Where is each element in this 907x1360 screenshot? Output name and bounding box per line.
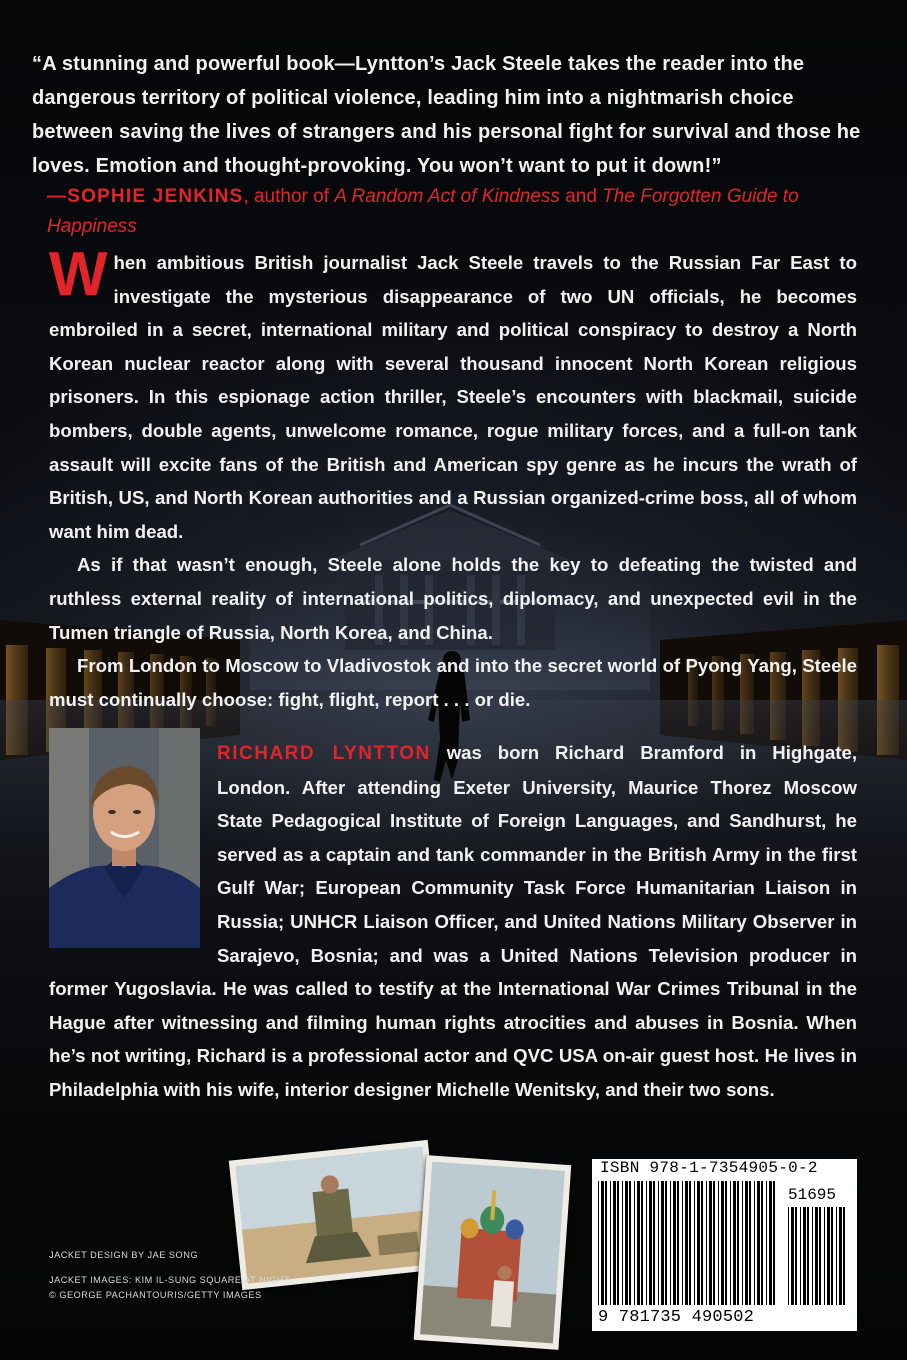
barcode-bar [824, 1207, 825, 1305]
ean-digits: 9 781735 490502 [598, 1308, 755, 1327]
barcode-bar [617, 1181, 619, 1305]
barcode-bar [773, 1181, 775, 1305]
barcode-bar [694, 1181, 695, 1305]
barcode-bar [713, 1181, 715, 1305]
barcode-bar [725, 1181, 727, 1305]
barcode-bar [673, 1181, 676, 1305]
credit-design: JACKET DESIGN BY JAE SONG [49, 1250, 198, 1260]
barcode-bar [634, 1181, 635, 1305]
attribution-author-of: , author of [243, 186, 335, 207]
barcode-bar [800, 1207, 801, 1305]
barcode-bar [721, 1181, 724, 1305]
barcode-bar [718, 1181, 719, 1305]
barcode-bar [685, 1181, 688, 1305]
barcode-bar [737, 1181, 739, 1305]
credit-images-1: JACKET IMAGES: KIM IL-SUNG SQUARE AT NIGHT [49, 1275, 291, 1285]
quote-attribution [47, 182, 877, 242]
synopsis-paragraph-2: As if that wasn’t enough, Steele alone holds the key to defeating the twisted and ruthless external reality of international politics, diplomacy, and unexpected evil in the Tumen triangle of Russia, North Korea, and China. [49, 554, 857, 643]
attribution-dash: — [47, 186, 68, 207]
credit-images-2: © GEORGE PACHANTOURIS/GETTY IMAGES [49, 1290, 262, 1300]
synopsis [49, 240, 857, 716]
barcode-bar [791, 1207, 794, 1305]
barcode-bar [709, 1181, 712, 1305]
barcode-bar [831, 1207, 833, 1305]
barcode-bar [788, 1207, 789, 1305]
barcode-bar [757, 1181, 760, 1305]
barcode-bar [658, 1181, 659, 1305]
barcode-bar [754, 1181, 755, 1305]
barcode-bar [730, 1181, 731, 1305]
barcode-bar [749, 1181, 751, 1305]
synopsis-paragraph-1 [49, 240, 857, 548]
endorsement-quote [32, 47, 862, 183]
attribution-book-1: A Random Act of Kindness [334, 186, 560, 207]
barcode-bar [745, 1181, 748, 1305]
barcode-bar [670, 1181, 671, 1305]
barcode-bar [649, 1181, 652, 1305]
moscow-cathedral-photo [414, 1155, 572, 1350]
photo-spacer [49, 736, 217, 941]
synopsis-paragraph-3: From London to Moscow to Vladivostok and into the secret world of Pyong Yang, Steele must continually choose: fight, flight, report . . . or die. [49, 655, 857, 710]
barcode-bar [706, 1181, 707, 1305]
quote-text: “A stunning and powerful book—Lyntton’s Jack Steele takes the reader into the dangerous territory of political violence, leading him into a nightmarish choice between saving the lives of strangers and his personal fight for survival and those he loves. Emotion and thought-provoking. You won’t want to put it down!” [32, 53, 861, 177]
attribution-book-2: The Forgotten Guide to Happiness [47, 186, 799, 237]
barcode-bar [827, 1207, 830, 1305]
barcode-bar [610, 1181, 611, 1305]
barcode-bar [815, 1207, 818, 1305]
addon-bars [788, 1207, 850, 1307]
barcode-bar [641, 1181, 643, 1305]
barcode-bar [769, 1181, 772, 1305]
barcode-bar [843, 1207, 845, 1305]
barcode-bar [605, 1181, 607, 1305]
barcode-bar [697, 1181, 700, 1305]
barcode-bar [807, 1207, 809, 1305]
synopsis-p1-text: hen ambitious British journalist Jack Steele travels to the Russian Far East to investigate the mysterious disappearance of two UN officials, he becomes embroiled in a secret, international military and political conspiracy to destroy a North Korean nuclear reactor along with several thousand innocent North Korean religious prisoners. In this espionage action thriller, Steele’s encounters with blackmail, suicide bombers, double agents, unwelcome romance, rogue military forces, and a full-on tank assault will excite fans of the British and American spy genre as he incurs the wrath of British, US, and North Korean authorities and a Russian organized-crime boss, all of whom want him dead. [49, 252, 857, 542]
barcode-bar [625, 1181, 628, 1305]
barcode-bar [836, 1207, 837, 1305]
barcode-bar [653, 1181, 655, 1305]
barcode-bar [629, 1181, 631, 1305]
attribution-author: SOPHIE JENKINS [67, 186, 244, 207]
barcode-bar [665, 1181, 667, 1305]
isbn-label: ISBN 978-1-7354905-0-2 [600, 1159, 818, 1177]
barcode-bar [733, 1181, 736, 1305]
isbn-barcode [592, 1159, 857, 1331]
barcode-bar [812, 1207, 813, 1305]
ean-bars [598, 1181, 778, 1307]
barcode-bar [742, 1181, 743, 1305]
price-code: 51695 [788, 1186, 837, 1204]
barcode-bar [646, 1181, 647, 1305]
barcode-bar [795, 1207, 797, 1305]
barcode-bar [637, 1181, 640, 1305]
barcode-bar [819, 1207, 821, 1305]
barcode-bar [601, 1181, 604, 1305]
author-name: RICHARD LYNTTON [217, 743, 431, 764]
barcode-bar [766, 1181, 767, 1305]
barcode-bar [682, 1181, 683, 1305]
barcode-bar [689, 1181, 691, 1305]
attribution-and: and [559, 186, 603, 207]
barcode-bar [839, 1207, 842, 1305]
barcode-bar [661, 1181, 664, 1305]
barcode-bar [622, 1181, 623, 1305]
barcode-bar [613, 1181, 616, 1305]
barcode-bar [803, 1207, 806, 1305]
barcode-bar [677, 1181, 679, 1305]
jacket-credits [49, 1248, 309, 1303]
barcode-bar [761, 1181, 763, 1305]
author-bio [49, 736, 857, 1107]
barcode-bar [701, 1181, 703, 1305]
author-bio-text: was born Richard Bramford in Highgate, London. After attending Exeter University, Maurice Thorez Moscow State Pedagogical Institute of Foreign Languages, and Sandhurst, he served as a captain and tank commander in the British Army in the first Gulf War; European Community Task Force Humanitarian Liaison in Russia; UNHCR Liaison Officer, and United Nations Military Observer in Sarajevo, Bosnia; and was a United Nations Television producer in former Yugoslavia. He was called to testify at the International War Crimes Tribunal in the Hague after witnessing and filming human rights atrocities and abuses in Bosnia. When he’s not writing, Richard is a professional actor and QVC USA on-air guest host. He lives in Philadelphia with his wife, interior designer Michelle Wenitsky, and their two sons. [49, 742, 857, 1100]
drop-cap: W [49, 240, 108, 309]
barcode-bar [598, 1181, 599, 1305]
